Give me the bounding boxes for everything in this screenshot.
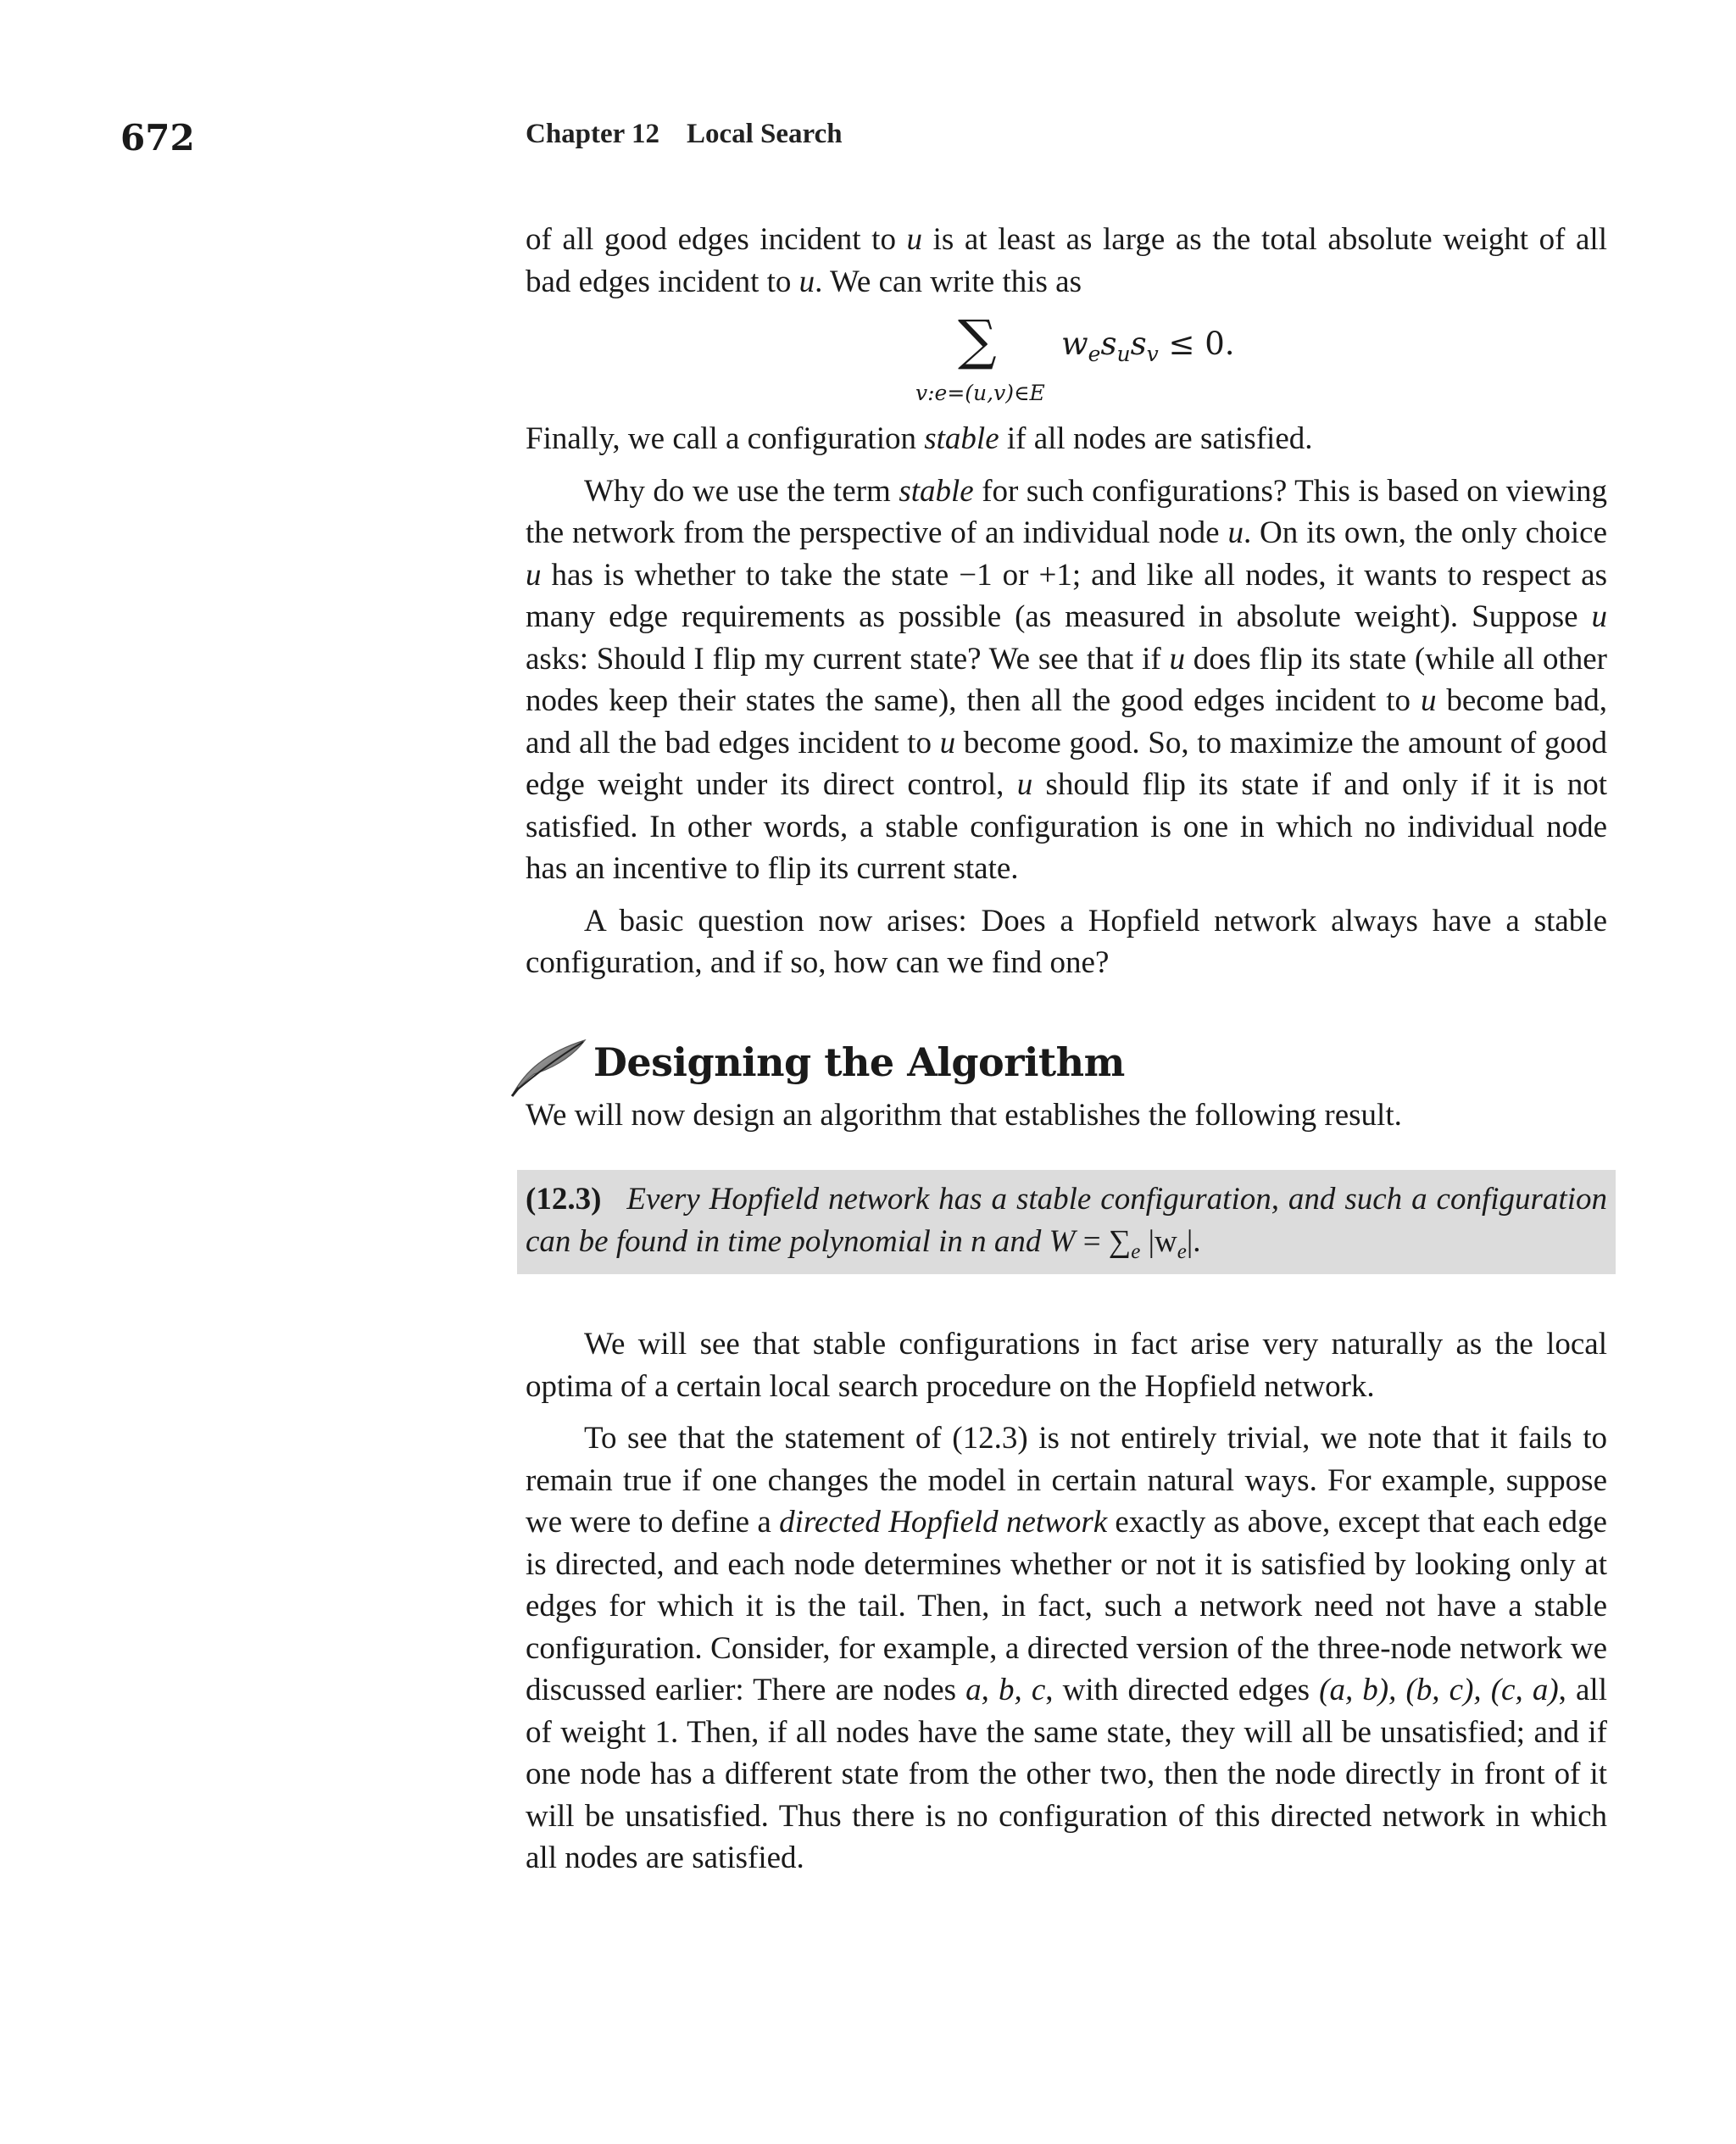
section-heading: [526, 1039, 1607, 1093]
sum-expression: $w_es_us_v \le 0$.: [1061, 326, 1235, 366]
chapter-title: Local Search: [686, 119, 843, 149]
page-number: 672: [120, 117, 195, 159]
running-head: [526, 119, 843, 150]
display-equation: [526, 309, 1607, 416]
paragraph-intro: of all good edges incident to u is at least as large as the total absolute weight of all bad edges incident to u. We can write this as: [526, 222, 1607, 299]
text-column: [526, 219, 1607, 1879]
theorem-box: [517, 1170, 1616, 1274]
paragraph-local-optima: We will see that stable configurations in fact arise very naturally as the local optima of a certain local search procedure on the Hopfield network.: [526, 1327, 1607, 1404]
theorem-number: (12.3): [526, 1182, 602, 1217]
sum-subscript: v:e=(u,v)∈E: [915, 381, 1045, 405]
paragraph-directed-network: To see that the statement of (12.3) is not entirely trivial, we note that it fails to remain true if one changes the model in certain natural ways. For example, suppose we were to define a directed Hopfield network exactly as above, except that each edge is directed, and each node determines whether or not it is satisfied by looking only at edges for which it is the tail. Then, in fact, such a network need not have a stable configuration. Consider, for example, a directed version of the three-node network we discussed earlier: There are nodes a, b, c, with directed edges (a, b), (b, c), (c, a), all of weight 1. Then, if all nodes have the same state, they will all be unsatisfied; and if one node has a different state from the other two, then the node directly in front of it will be unsatisfied. Thus there is no configuration of this directed network in which all nodes are satisfied.: [526, 1421, 1607, 1875]
chapter-number: Chapter 12: [526, 119, 659, 149]
paragraph-question: A basic question now arises: Does a Hopfield network always have a stable configuration, and if so, how can we find one?: [526, 903, 1607, 980]
paragraph-section-intro: We will now design an algorithm that establishes the following result.: [526, 1097, 1402, 1133]
paragraph-stable-definition: Finally, we call a configuration stable if all nodes are satisfied.: [526, 421, 1313, 456]
quill-pen-icon: [509, 1037, 590, 1098]
sum-symbol: ∑: [958, 309, 997, 372]
section-title: Designing the Algorithm: [593, 1039, 1125, 1085]
paragraph-why-stable: Why do we use the term stable for such configurations? This is based on viewing the network from the perspective of an individual node u. On its own, the only choice u has is whether to take the state −1 or +1; and like all nodes, it wants to respect as many edge requirements as possible (as measured in absolute weight). Suppose u asks: Should I flip my current state? We see that if u does flip its state (while all other nodes keep their states the same), then all the good edges incident to u become bad, and all the bad edges incident to u become good. So, to maximize the amount of good edge weight under its direct control, u should flip its state if and only if it is not satisfied. In other words, a stable configuration is one in which no individual node has an incentive to flip its current state.: [526, 473, 1608, 886]
theorem-statement: (12.3) Every Hopfield network has a stable configuration, and such a configuration can be found in time polynomial in n and $W = \sum_e$ $|w_e|$.: [526, 1182, 1607, 1263]
